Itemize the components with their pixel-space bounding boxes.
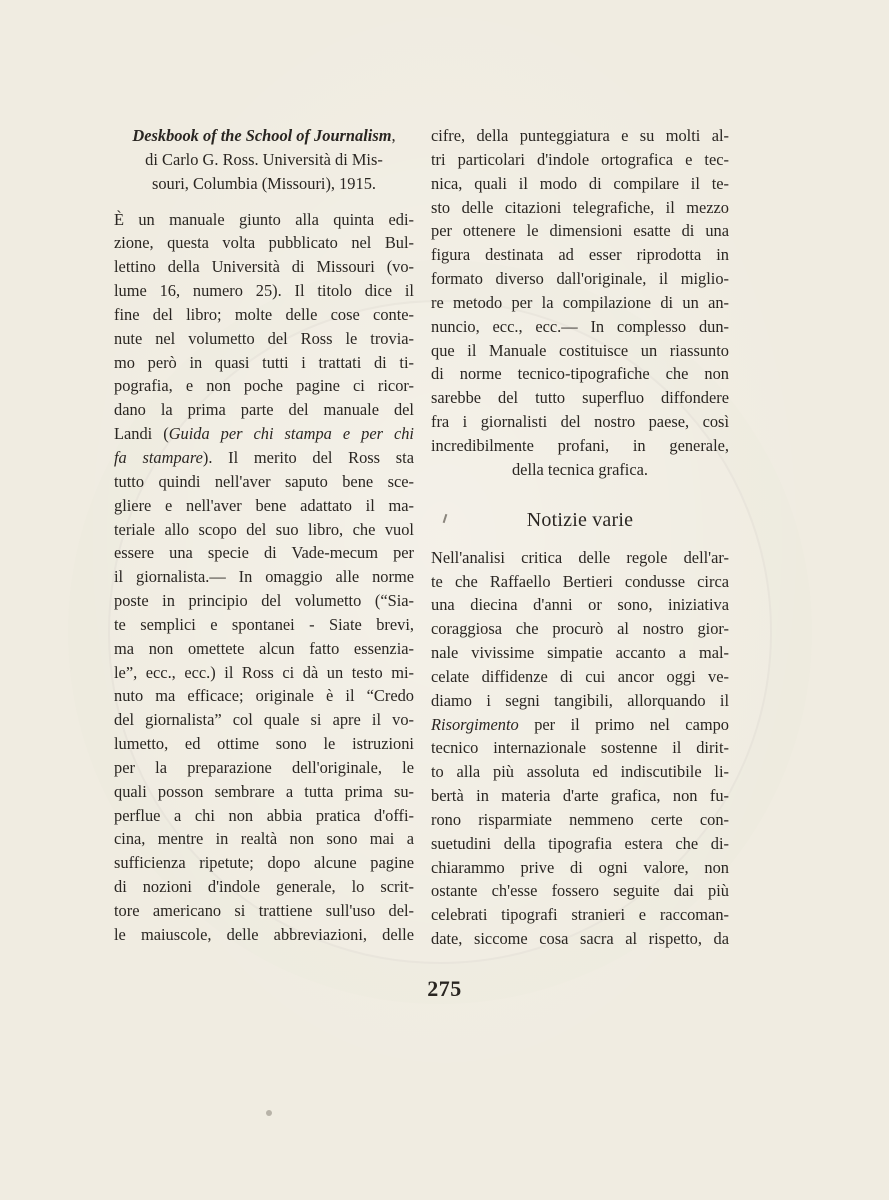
review-left-line: nuto ma efficace; originale è il “Credo — [114, 686, 414, 706]
review-left-line: lumetto, ed ottime sono le istruzioni — [114, 734, 414, 754]
italic-title: fa stampare — [114, 447, 203, 467]
review-left-line: fa stampare). Il merito del Ross sta — [114, 447, 414, 467]
review-right-line: nuncio, ecc., ecc.— In complesso dun- — [431, 316, 729, 336]
notizie-line: date, siccome cosa sacra al rispetto, da — [431, 929, 729, 949]
review-right-line: cifre, della punteggiatura e su molti al- — [431, 126, 729, 145]
dust-speck — [266, 1110, 272, 1116]
italic-title: Risorgimento — [431, 714, 519, 734]
notizie-line: to alla più assoluta ed indiscutibile li- — [431, 762, 729, 782]
notizie-line: Risorgimento per il primo nel campo — [431, 714, 729, 734]
review-left-line: le”, ecc., ecc.) il Ross ci dà un testo mi- — [114, 662, 414, 682]
review-right-line: re metodo per la compilazione di un an- — [431, 292, 729, 312]
review-body-left — [114, 208, 414, 947]
review-left-line: per la preparazione dell'originale, le — [114, 757, 414, 777]
review-right-line: della tecnica grafica. — [511, 459, 649, 479]
review-left-line: teriale allo scopo del suo libro, che vuol — [114, 519, 414, 539]
notizie-body — [431, 546, 729, 951]
review-left-line: te semplici e spontanei - Siate brevi, — [114, 614, 414, 634]
notizie-line: te che Raffaello Bertieri condusse circa — [431, 571, 729, 591]
review-left-line: di nozioni d'indole generale, lo scrit- — [114, 877, 414, 897]
review-left-line: tutto quindi nell'aver saputo bene sce- — [114, 471, 414, 491]
title-line-3: souri, Columbia (Missouri), 1915. — [151, 173, 376, 193]
notizie-line: diamo i segni tangibili, allorquando il — [431, 690, 729, 710]
review-left-line: pografia, e non poche pagine ci ricor- — [114, 376, 414, 396]
notizie-line: bertà in materia d'arte grafica, non fu- — [431, 786, 729, 806]
review-right-line: incredibilmente profani, in generale, — [431, 435, 729, 455]
review-right-line: tri particolari d'indole ortografica e tec- — [431, 149, 729, 169]
review-left-line: poste in principio del volumetto (“Sia- — [114, 591, 414, 611]
notizie-line: una diecina d'anni or sono, iniziativa — [431, 595, 729, 615]
review-right-line: que il Manuale costituisce un riassunto — [431, 340, 729, 360]
review-left-line: cina, mentre in realtà non sono mai a — [114, 829, 414, 849]
book-review-title — [114, 124, 414, 196]
review-right-line: sarebbe del tutto superfluo diffondere — [431, 388, 729, 408]
review-left-line: fine del libro; molte delle cose conte- — [114, 304, 414, 324]
review-right-line: fra i giornalisti del nostro paese, così — [431, 412, 729, 432]
review-left-line: tore americano si trattiene sull'uso del- — [114, 901, 414, 920]
section-heading: Notizie varie — [526, 508, 634, 531]
review-right-line: per ottenere le dimensioni esatte di una — [431, 221, 729, 241]
notizie-line: suetudini della tipografia estera che di- — [431, 833, 729, 853]
spacer — [114, 196, 414, 208]
review-right-line: formato diverso dall'originale, il miglio- — [431, 269, 729, 289]
notizie-line: celate diffidenze di cui ancor oggi ve- — [431, 666, 729, 686]
notizie-line: celebrati tipografi stranieri e raccoman- — [431, 905, 729, 925]
review-left-line: il giornalista.— In omaggio alle norme — [114, 567, 414, 587]
notizie-line: ostante ch'esse fossero seguite dai più — [431, 881, 729, 901]
notizie-line: coraggiosa che procurò al nostro gior- — [431, 619, 729, 639]
review-left-line: Landi (Guida per chi stampa e per chi — [114, 424, 414, 444]
page-number: 275 — [427, 976, 462, 1001]
review-left-line: È un manuale giunto alla quinta edi- — [114, 209, 414, 229]
review-left-line: perflue a chi non abbia pratica d'offi- — [114, 805, 414, 825]
notizie-line: rono risparmiate nemmeno certe con- — [431, 809, 729, 829]
review-left-line: zione, questa volta pubblicato nel Bul- — [114, 233, 414, 253]
notizie-line: Nell'analisi critica delle regole dell'ar- — [431, 547, 729, 567]
book-title-italic: Deskbook of the School of Journalism — [132, 126, 392, 145]
review-left-line: essere una specie di Vade-mecum per — [114, 543, 414, 563]
notizie-line: chiarammo prive di ogni valore, non — [431, 857, 729, 877]
review-left-line: nute nel volumetto del Ross le troviа- — [114, 328, 414, 348]
notizie-line: tecnico internazionale sostenne il dirit- — [431, 738, 729, 758]
review-left-line: quali posson sembrare a tutta prima su- — [114, 781, 414, 801]
review-body-right — [431, 124, 729, 482]
review-right-line: di norme tecnico-tipografiche che non — [431, 364, 729, 384]
review-left-line: dano la prima parte del manuale del — [114, 400, 414, 420]
review-left-line: gliere e nell'aver bene adattato il ma- — [114, 495, 414, 515]
review-right-line: figura destinata ad esser riprodotta in — [431, 245, 729, 265]
notizie-line: nale vivissime simpatie accanto a mal- — [431, 643, 729, 663]
review-left-line: sufficienza ripetute; dopo alcune pagine — [114, 853, 414, 873]
review-right-line: sto delle citazioni telegrafiche, il mezzo — [431, 197, 729, 217]
review-left-line: ma non omettete alcun fatto essenzia- — [114, 638, 414, 658]
right-column — [431, 124, 729, 951]
left-column — [114, 124, 414, 947]
review-left-line: le maiuscole, delle abbreviazioni, delle — [114, 924, 414, 944]
review-left-line: mo però in quasi tutti i trattati di ti- — [114, 352, 414, 372]
review-left-line: lume 16, numero 25). Il titolo dice il — [114, 281, 414, 301]
title-line-1: Deskbook of the School of Journalism, — [132, 126, 396, 145]
italic-title: Guida per chi stampa e per chi — [168, 424, 414, 444]
review-left-line: del giornalista” col quale si apre il vo- — [114, 710, 414, 730]
review-right-line: nica, quali il modo di compilare il te- — [431, 173, 729, 193]
title-line-2: di Carlo G. Ross. Università di Mis- — [145, 149, 383, 169]
review-left-line: lettino della Università di Missouri (vo- — [114, 257, 414, 277]
